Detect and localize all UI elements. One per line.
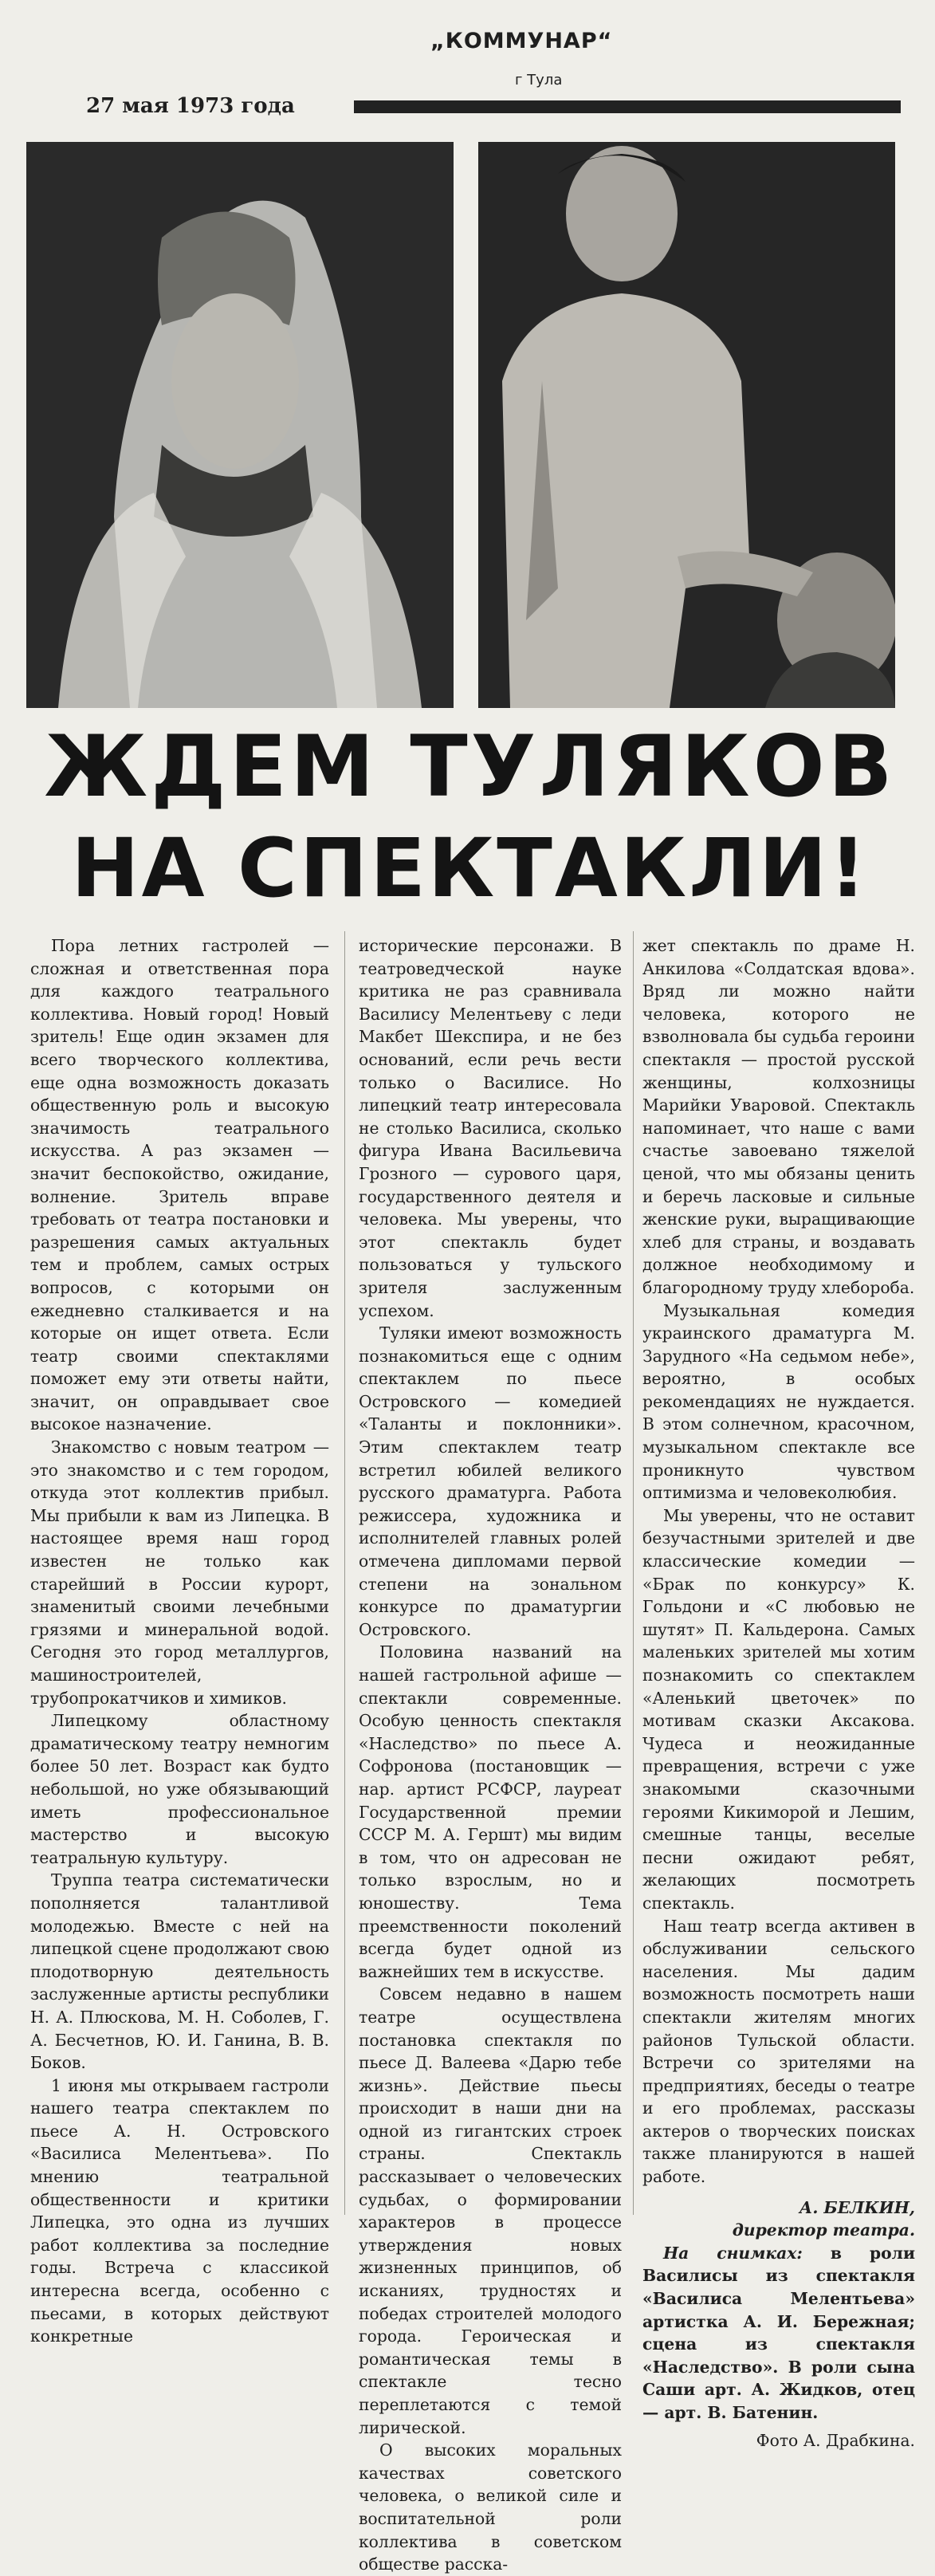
header-rule: [354, 100, 901, 113]
paragraph: Мы уверены, что не оставит безучастными зрителей и две классические комедии — «Брак по конкурсу» К. Гольдони и «С любовью не шутят» П. Кальдерона. Самых маленьких зрителей мы хотим познакомить со спектаклем «Аленький цветочек» по мотивам сказки Аксакова. Чудеса и неожиданные превращения, встречи с уже знакомыми сказочными героями Кикиморой и Лешим, смешные танцы, веселые песни ожидают ребят, желающих посмотреть спектакль.: [642, 1505, 915, 1913]
newspaper-name: „КОММУНАР“: [430, 29, 613, 53]
photo-nasledstvo: [478, 142, 895, 708]
actress-veil-illustration: [26, 142, 454, 708]
caption-lead: На снимках:: [663, 2243, 803, 2263]
paragraph: Липецкому областному драматическому театру немногим более 50 лет. Возраст как будто небольшой, но уже обязывающий иметь профессиональное мастерство и высокую театральную культуру.: [30, 1711, 329, 1867]
newspaper-city: г Тула: [515, 72, 563, 88]
paragraph: жет спектакль по драме Н. Анкилова «Солдатская вдова». Вряд ли можно найти человека, которого не взволновала бы судьба героини спектакля — простой русской женщины, колхозницы Марийки Уваровой. Спектакль напоминает, что наше с вами счастье завоевано тяжелой ценой, что мы обязаны ценить и беречь ласковые и сильные женские руки, выращивающие хлеб для страны, и воздавать должное необходимому и благородному труду хлебороба.: [642, 936, 915, 1297]
paragraph: Половина названий на нашей гастрольной афише — спектакли современные. Особую ценность спектакля «Наследство» по пьесе А. Софронова (постановщик — нар. артист РСФСР, лауреат Государственной премии СССР М. А. Гершт) мы видим в том, что он адресован не только взрослым, но и юношеству. Тема преемственности поколений всегда будет одной из важнейших тем в искусстве.: [359, 1642, 622, 1981]
column-divider: [633, 931, 634, 2215]
article-column-2: [359, 934, 622, 2576]
two-actors-illustration: [478, 142, 895, 708]
issue-date: 27 мая 1973 года: [86, 94, 295, 118]
paragraph: Туляки имеют возможность познакомиться еще с одним спектаклем по пьесе Островского — комедией «Таланты и поклонники». Этим спектаклем театр встретил юбилей великого русского драматурга. Работа режиссера, художника и исполнителей главных ролей отмечена дипломами первой степени на зональном конкурсе по драматургии Островского.: [359, 1323, 622, 1639]
column-divider: [344, 931, 345, 2215]
paragraph: Музыкальная комедия украинского драматурга М. Зарудного «На седьмом небе», вероятно, в особых рекомендациях не нуждается. В этом солнечном, красочном, музыкальном спектакле все проникнуто чувством оптимизма и человеколюбия.: [642, 1300, 915, 1503]
author-name: А. БЕЛКИН,: [799, 2197, 915, 2217]
photo-credit: Фото А. Драбкина.: [756, 2430, 915, 2450]
headline-line-2: НА СПЕКТАКЛИ!: [71, 821, 869, 916]
paragraph: Наш театр всегда активен в обслуживании сельского населения. Мы дадим возможность посмотреть наши спектакли жителям многих районов Тульской области. Встречи со зрителями на предприятиях, беседы о театре и его проблемах, рассказы актеров о творческих поисках также планируются в нашей работе.: [642, 1916, 915, 2187]
caption-text: в роли Василисы из спектакля «Василиса Мелентьева» артистка А. И. Бережная; сцена из спектакля «Наследство». В роли сына Саши арт. А. Жидков, отец — арт. В. Батенин.: [642, 2243, 915, 2422]
headline-line-1: ЖДЕМ ТУЛЯКОВ: [44, 718, 896, 816]
paragraph: О высоких моральных качествах советского человека, о великой силе и воспитательной роли коллектива в советском обществе расска-: [359, 2440, 622, 2574]
paragraph: исторические персонажи. В театроведческой науке критика не раз сравнивала Василису Мелентьеву с леди Макбет Шекспира, и не без оснований, если речь вести только о Василисе. Но липецкий театр интересовала не столько Василиса, сколько фигура Ивана Васильевича Грозного — сурового царя, государственного деятеля и человека. Мы уверены, что этот спектакль будет пользоваться у тульского зрителя заслуженным успехом.: [359, 936, 622, 1320]
photo-caption: [642, 2242, 915, 2425]
paragraph: Знакомство с новым театром — это знакомство и с тем городом, откуда этот коллектив прибыл. Мы прибыли к вам из Липецка. В настоящее время наш город известен не только как старейший в России курорт, знаменитый своими лечебными грязями и минеральной водой. Сегодня это город металлургов, машиностроителей, трубопрокатчиков и химиков.: [30, 1437, 329, 1708]
article-column-1: [30, 934, 329, 2348]
paragraph: 1 июня мы открываем гастроли нашего театра спектаклем по пьесе А. Н. Островского «Василиса Мелентьева». По мнению театральной общественности и критики Липецка, это одна из лучших работ коллектива за последние годы. Встреча с классикой интересна всегда, особенно с пьесами, в которых действуют конкретные: [30, 2075, 329, 2346]
article-column-3: [642, 934, 915, 2452]
paragraph: Пора летних гастролей — сложная и ответственная пора для каждого театрального коллектива. Новый город! Новый зритель! Еще один экзамен для всего творческого коллектива, еще одна возможность доказать общественную роль и высокую значимость театрального искусства. А раз экзамен — значит беспокойство, ожидание, волнение. Зритель вправе требовать от театра постановки и разрешения самых актуальных тем и проблем, самых острых вопросов, с которыми он ежедневно сталкивается и на которые он ищет ответа. Если театр своими спектаклями поможет ему эти ответы найти, значит, он оправдывает свое высокое назначение.: [30, 936, 329, 1434]
author-role: директор театра.: [732, 2220, 915, 2240]
paragraph: Труппа театра систематически пополняется талантливой молодежью. Вместе с ней на липецкой сцене продолжают свою плодотворную деятельность заслуженные артисты республики Н. А. Плюскова, М. Н. Соболев, Г. А. Бесчетнов, Ю. И. Ганина, В. В. Боков.: [30, 1870, 329, 2073]
paragraph: Совсем недавно в нашем театре осуществлена постановка спектакля по пьесе Д. Валеева «Дарю тебе жизнь». Действие пьесы происходит в наши дни на одной из гигантских строек страны. Спектакль рассказывает о человеческих судьбах, о формировании характеров в процессе утверждения новых жизненных принципов, об исканиях, трудностях и победах строителей молодого города. Героическая и романтическая темы в спектакле тесно переплетаются с темой лирической.: [359, 1984, 622, 2437]
photo-vasilisa: [26, 142, 454, 708]
